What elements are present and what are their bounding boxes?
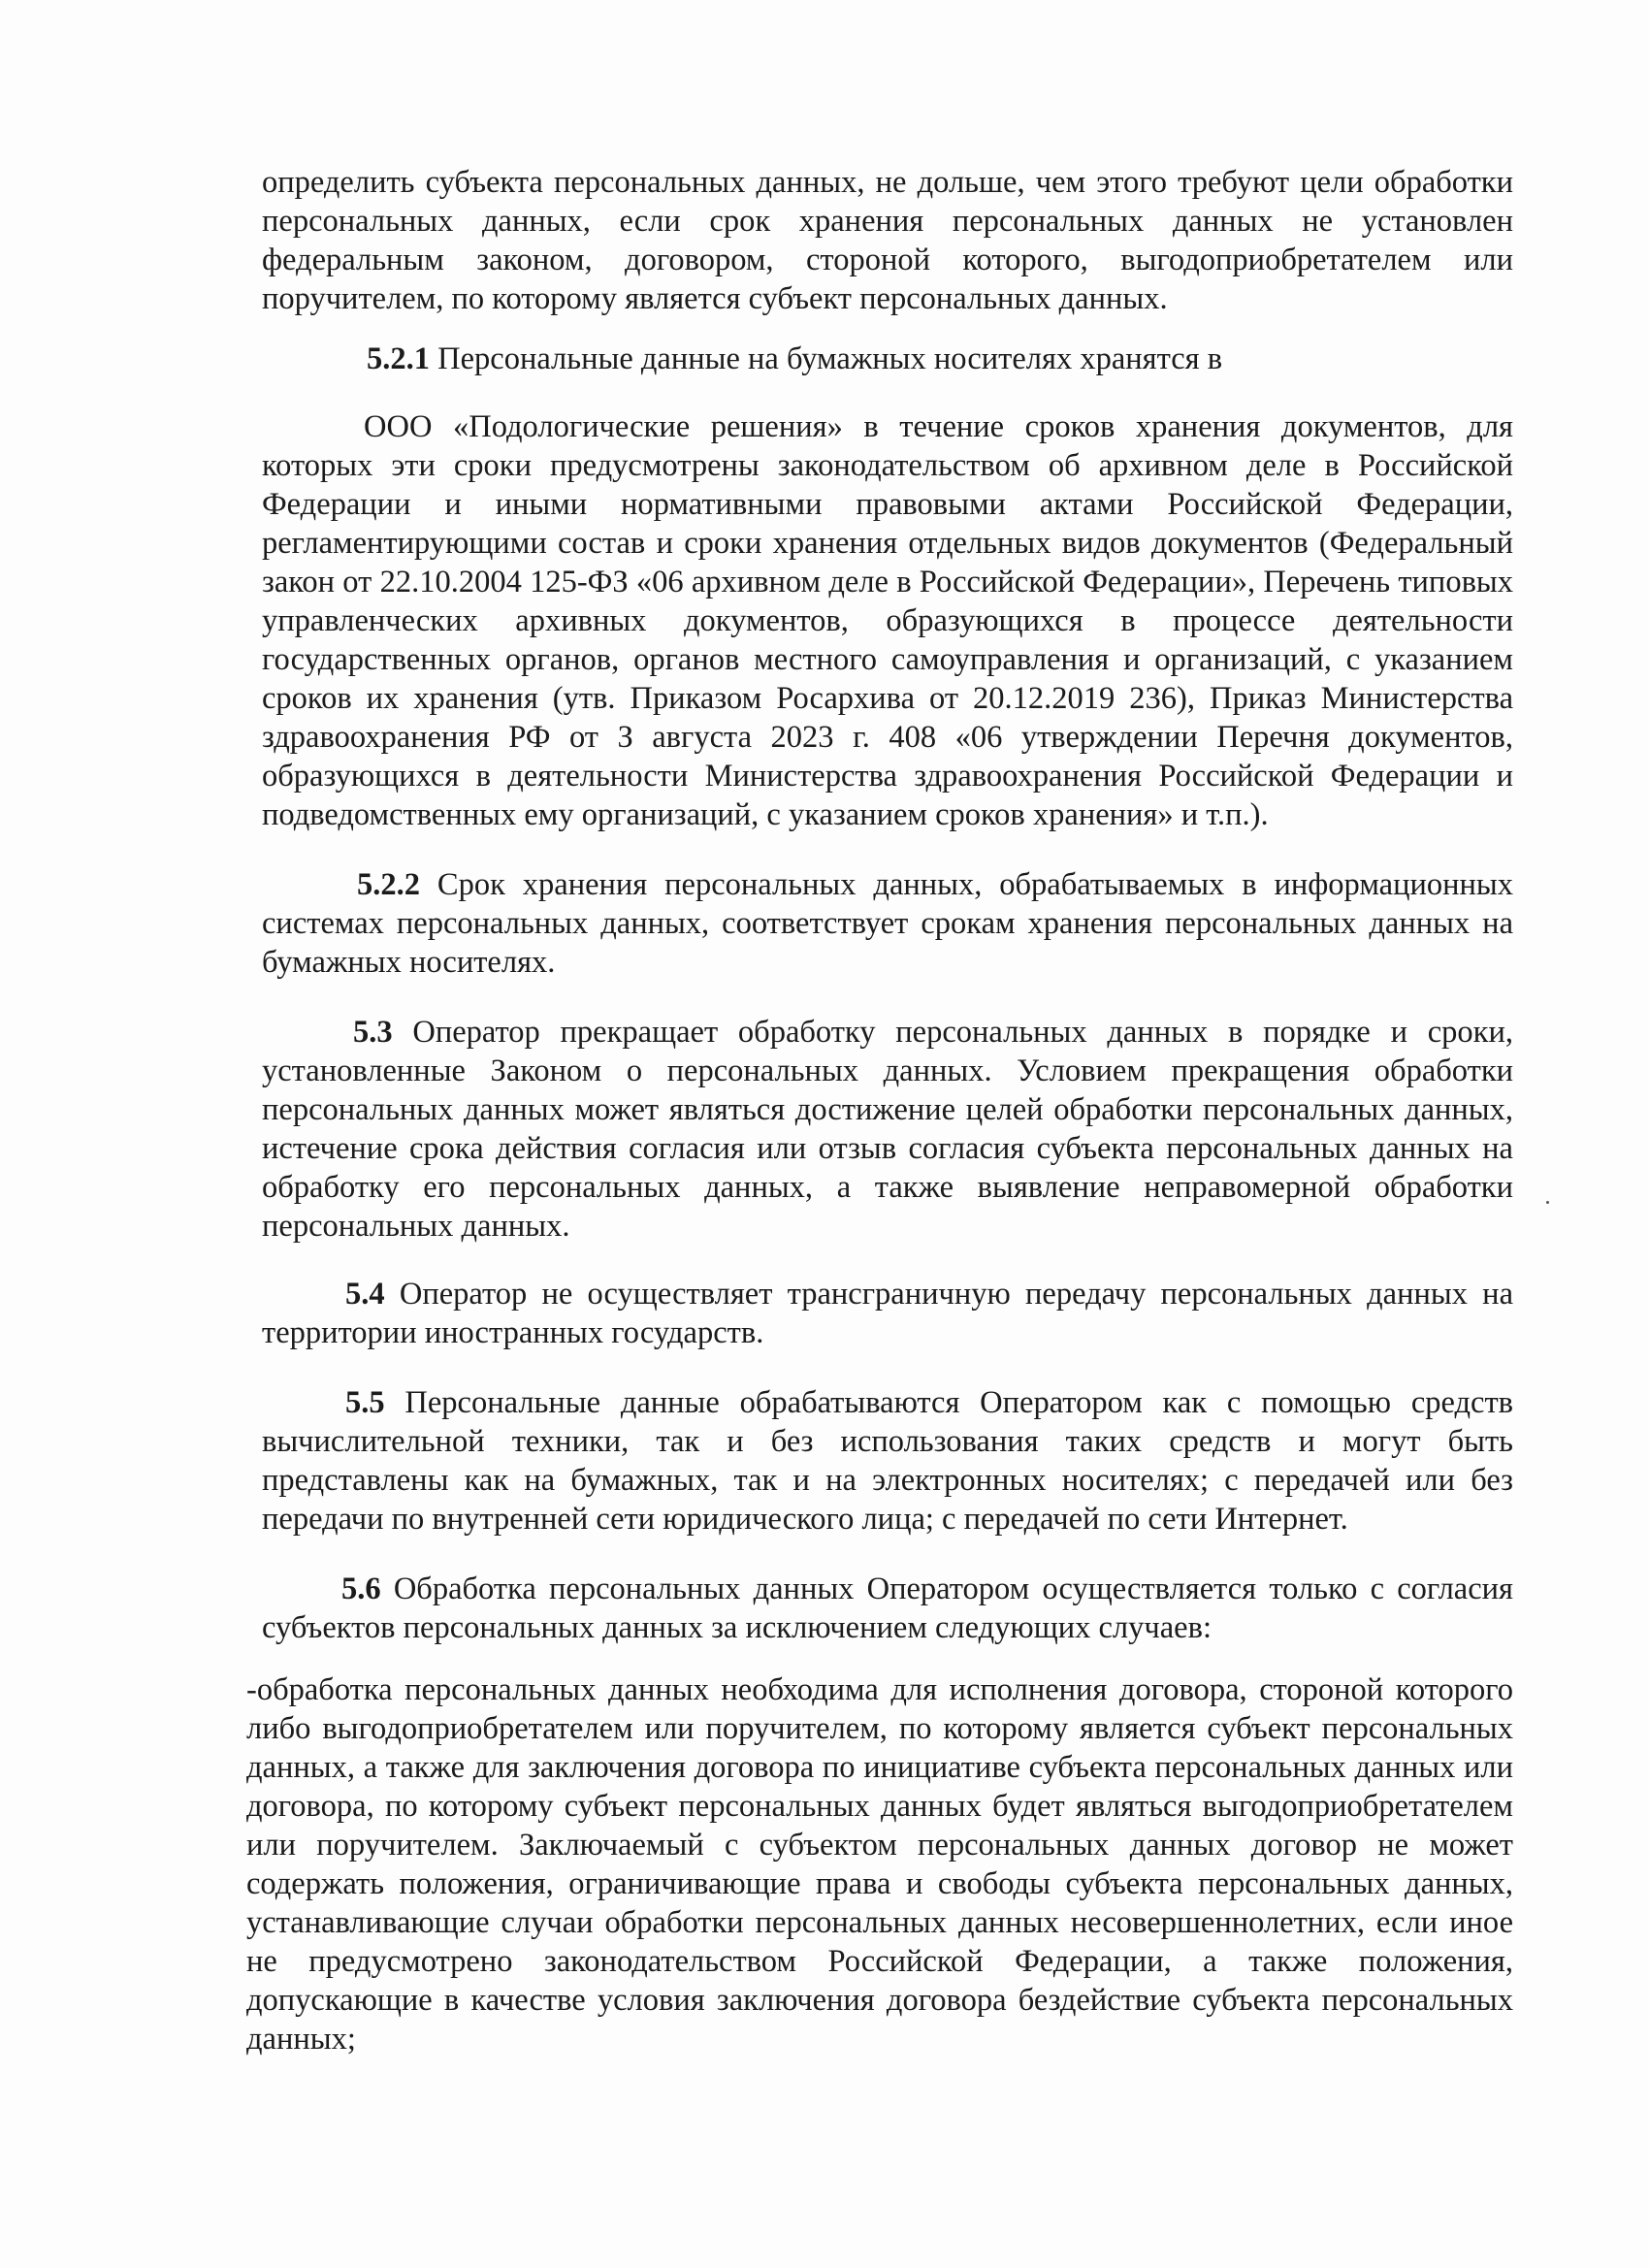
paragraph-5-6 — [262, 1570, 1513, 1647]
section-number: 5.2.1 — [367, 341, 430, 376]
section-number: 5.2.2 — [357, 867, 420, 902]
paragraph-5-2-1 — [262, 340, 1513, 378]
paragraph-continuation — [262, 163, 1513, 318]
paragraph-text: определить субъекта персональных данных, не дольше, чем этого требуют цели обработки персональных данных, если срок хранения персональных данных не установлен федеральным законом, договором, стороной которого, выгодоприобретателем или поручителем, по которому является субъект персональных данных. — [262, 165, 1513, 316]
scan-speck — [1546, 1201, 1549, 1204]
paragraph-text: -обработка персональных данных необходима для исполнения договора, стороной которого либо выгодоприобретателем или поручителем, по которому является субъект персональных данных, а также для заключения договора по инициативе субъекта персональных данных или договора, по которому субъект персональных данных будет являться выгодоприобретателем или поручителем. Заключаемый с субъектом персональных данных договор не может содержать положения, ограничивающие права и свободы субъекта персональных данных, устанавливающие случаи обработки персональных данных несовершеннолетних, если иное не предусмотрено законодательством Российской Федерации, а также положения, допускающие в качестве условия заключения договора бездействие субъекта персональных данных; — [246, 1672, 1513, 2057]
document-body — [246, 163, 1513, 2058]
paragraph-5-5 — [262, 1383, 1513, 1539]
paragraph-text: ООО «Подологические решения» в течение сроков хранения документов, для которых эти сроки предусмотрены законодательством об архивном деле в Российской Федерации и иными нормативными правовыми актами Российской Федерации, регламентирующими состав и сроки хранения отдельных видов документов (Федеральный закон от 22.10.2004 125-ФЗ «06 архивном деле в Российской Федерации», Перечень типовых управленческих архивных документов, образующихся в процессе деятельности государственных органов, органов местного самоуправления и организаций, с указанием сроков их хранения (утв. Приказом Росархива от 20.12.2019 236), Приказ Министерства здравоохранения РФ от З августа 2023 г. 408 «06 утверждении Перечня документов, образующихся в деятельности Министерства здравоохранения Российской Федерации и подведомственных ему организаций, с указанием сроков хранения» и т.п.). — [262, 409, 1513, 832]
paragraph-text: Персональные данные на бумажных носителях хранятся в — [430, 341, 1223, 376]
paragraph-text: Персональные данные обрабатываются Оператором как с помощью средств вычислительной техники, так и без использования таких средств и могут быть представлены как на бумажных, так и на электронных носителях; с передачей или без передачи по внутренней сети юридического лица; с передачей по сети Интернет. — [262, 1385, 1513, 1537]
paragraph-5-3 — [262, 1013, 1513, 1246]
section-number: 5.4 — [345, 1277, 385, 1312]
section-number: 5.6 — [341, 1571, 381, 1606]
paragraph-text: Срок хранения персональных данных, обрабатываемых в информационных системах персональных данных, соответствует срокам хранения персональных данных на бумажных носителях. — [262, 867, 1513, 980]
section-number: 5.5 — [345, 1385, 385, 1420]
paragraph-text: Оператор прекращает обработку персональных данных в порядке и сроки, установленные Законом о персональных данных. Условием прекращения обработки персональных данных может являться достижение целей обработки персональных данных, истечение срока действия согласия или отзыв согласия субъекта персональных данных на обработку его персональных данных, а также выявление неправомерной обработки персональных данных. — [262, 1015, 1513, 1244]
paragraph-text: Оператор не осуществляет трансграничную передачу персональных данных на территории иностранных государств. — [262, 1277, 1513, 1350]
paragraph-5-4 — [262, 1275, 1513, 1352]
paragraph-storage-terms — [262, 407, 1513, 834]
list-item — [246, 1670, 1513, 2058]
paragraph-5-2-2 — [262, 865, 1513, 982]
section-number: 5.3 — [353, 1015, 393, 1050]
paragraph-text: Обработка персональных данных Оператором осуществляется только с согласия субъектов персональных данных за исключением следующих случаев: — [262, 1571, 1513, 1645]
